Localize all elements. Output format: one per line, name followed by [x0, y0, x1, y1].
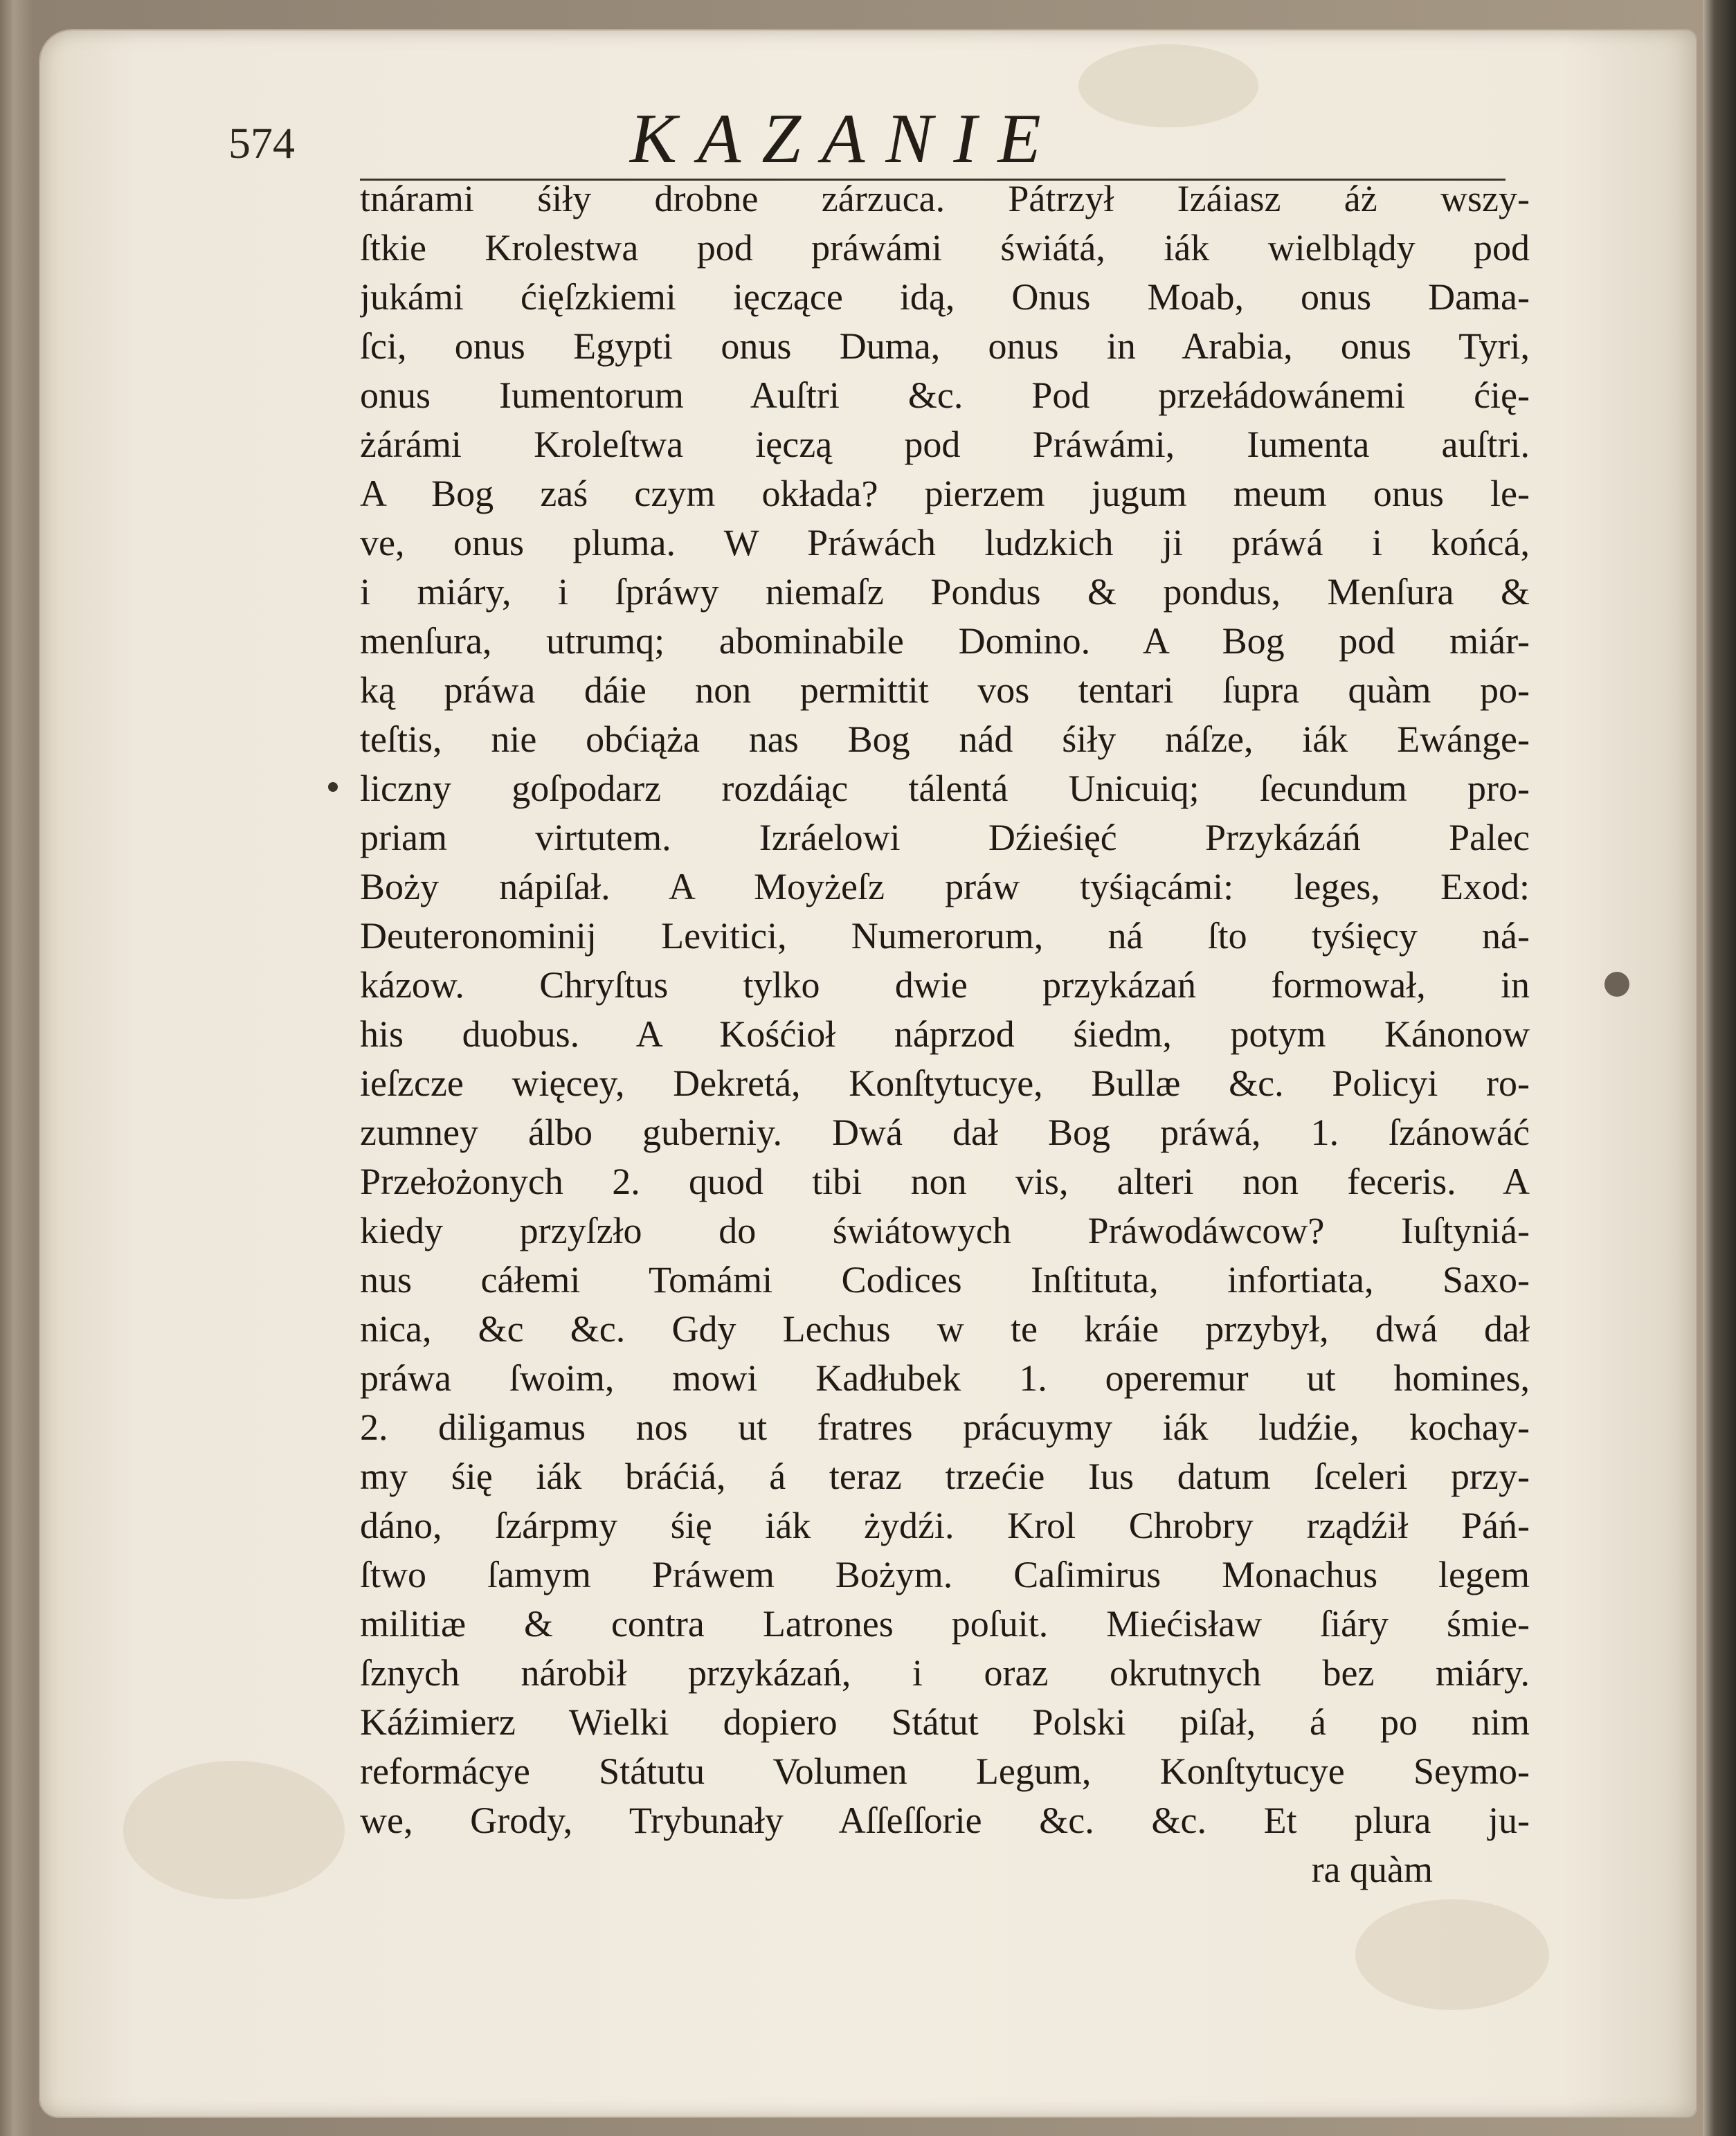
ink-spot [328, 782, 338, 792]
text-line: my śię iák bráćiá, á teraz trzećie Ius datum ſceleri przy- [360, 1456, 1530, 1497]
text-line: zumney álbo guberniy. Dwá dał Bog práwá, 1. ſzánowáć [360, 1112, 1530, 1153]
text-line: kiedy przyſzło do świátowych Práwodáwcow? Iuſtyniá- [360, 1210, 1530, 1251]
text-line: priam virtutem. Izráelowi Dźieśięć Przykázáń Palec [360, 817, 1530, 858]
text-line: liczny goſpodarz rozdáiąc tálentá Unicuiq; ſecundum pro- [360, 768, 1530, 809]
text-line: dáno, ſzárpmy śię iák żydźi. Krol Chrobry rządźił Páń- [360, 1505, 1530, 1546]
text-line: teſtis, nie obćiąża nas Bog nád śiły náſze, iák Ewánge- [360, 718, 1530, 760]
body-text [360, 174, 1530, 1894]
text-line: ſtwo ſamym Práwem Bożym. Caſimirus Monachus legem [360, 1554, 1530, 1595]
text-line: his duobus. A Kośćioł náprzod śiedm, potym Kánonow [360, 1013, 1530, 1055]
text-line: ſznych nárobił przykázań, i oraz okrutnych bez miáry. [360, 1652, 1530, 1694]
text-line: Deuteronominij Levitici, Numerorum, ná ſto tyśięcy ná- [360, 915, 1530, 957]
text-line: nus cáłemi Tomámi Codices Inſtituta, infortiata, Saxo- [360, 1259, 1530, 1301]
book-gutter [1703, 0, 1736, 2136]
text-line: i miáry, i ſpráwy niemaſz Pondus & pondus, Menſura & [360, 571, 1530, 613]
text-line: we, Grody, Trybunały Aſſeſſorie &c. &c. Et plura ju- [360, 1800, 1530, 1841]
text-line: tnárami śiły drobne zárzuca. Pátrzył Izáiasz áż wszy- [360, 178, 1530, 219]
text-line: Káźimierz Wielki dopiero Státut Polski piſał, á po nim [360, 1701, 1530, 1743]
text-line: ve, onus pluma. W Práwách ludzkich ji práwá i końcá, [360, 522, 1530, 563]
text-line: militiæ & contra Latrones poſuit. Miećisław ſiáry śmie- [360, 1603, 1530, 1645]
page-number: 574 [228, 118, 295, 168]
paper-stain [123, 1761, 345, 1899]
text-line: menſura, utrumq; abominabile Domino. A Bog pod miár- [360, 620, 1530, 662]
text-line: ſci, onus Egypti onus Duma, onus in Arabia, onus Tyri, [360, 325, 1530, 367]
text-line: práwa ſwoim, mowi Kadłubek 1. operemur ut homines, [360, 1357, 1530, 1399]
text-line: A Bog zaś czym okłada? pierzem jugum meum onus le- [360, 473, 1530, 514]
text-line: Przełożonych 2. quod tibi non vis, alteri non feceris. A [360, 1161, 1530, 1202]
text-line: ką práwa dáie non permittit vos tentari ſupra quàm po- [360, 669, 1530, 711]
paper-stain [1355, 1899, 1549, 2010]
ink-spot [1604, 972, 1629, 997]
text-line: ra quàm [1311, 1849, 1433, 1890]
text-line: jukámi ćięſzkiemi ięczące idą, Onus Moab, onus Dama- [360, 276, 1530, 318]
text-line: ieſzcze więcey, Dekretá, Konſtytucye, Bullæ &c. Policyi ro- [360, 1062, 1530, 1104]
text-line: reformácye Státutu Volumen Legum, Konſtytucye Seymo- [360, 1750, 1530, 1792]
text-line: nica, &c &c. Gdy Lechus w te kráie przybył, dwá dał [360, 1308, 1530, 1350]
text-line: 2. diligamus nos ut fratres prácuymy iák ludźie, kochay- [360, 1406, 1530, 1448]
text-line: żárámi Kroleſtwa ięczą pod Práwámi, Iumenta auſtri. [360, 424, 1530, 465]
text-line: ſtkie Krolestwa pod práwámi świátá, iák wielblądy pod [360, 227, 1530, 269]
text-line: Boży nápiſał. A Moyżeſz práw tyśiącámi: leges, Exod: [360, 866, 1530, 907]
running-title: KAZANIE [630, 100, 1062, 178]
text-line: onus Iumentorum Auſtri &c. Pod przełádowánemi ćię- [360, 374, 1530, 416]
text-line: kázow. Chryſtus tylko dwie przykázań formował, in [360, 964, 1530, 1006]
